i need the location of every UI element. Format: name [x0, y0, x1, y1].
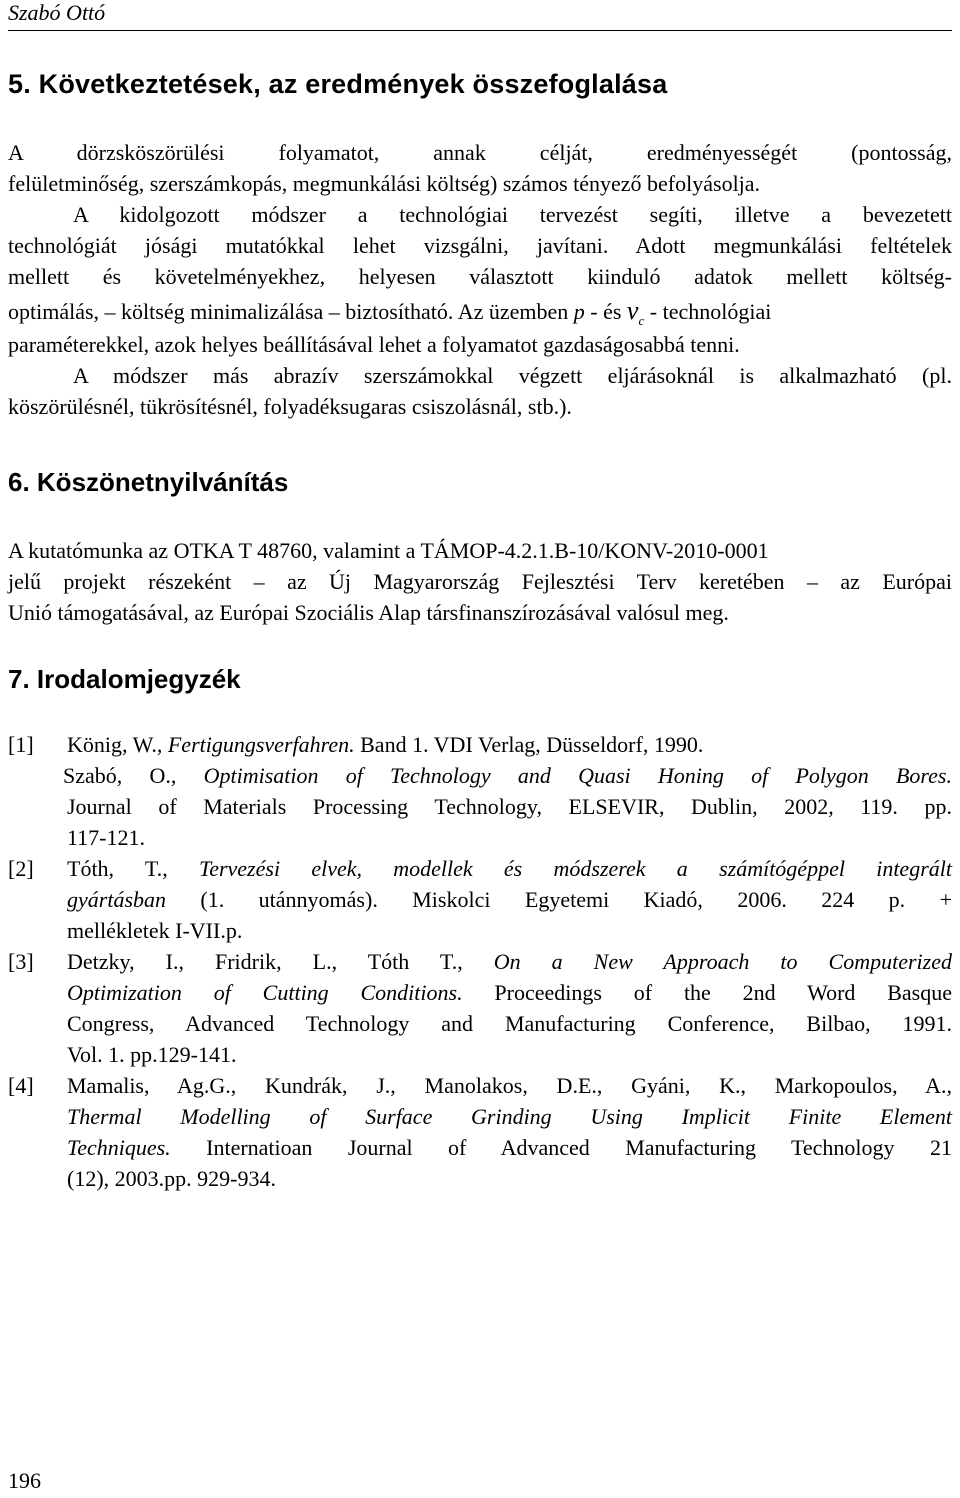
text-line — [67, 853, 952, 884]
text-line: paraméterekkel, azok helyes beállításával lehet a folyamatot gazdaságosabbá tenni. — [8, 332, 740, 357]
text-line: 117-121. — [67, 825, 146, 850]
text-line: mellékletek I-VII.p. — [67, 918, 243, 943]
text-line: Mamalis, Ag.G., Kundrák, J., Manolakos, D.E., Gyáni, K., Markopoulos, A., — [67, 1073, 952, 1098]
text-line: (12), 2003.pp. 929-934. — [67, 1166, 276, 1191]
reference-number: [4] — [8, 1073, 34, 1098]
text-line: jelű projekt részeként – az Új Magyarország Fejlesztési Terv keretében – az Európai — [8, 569, 952, 594]
text-span: König, W., — [67, 732, 168, 757]
text-line-with-formula — [8, 292, 952, 329]
page-number: 196 — [8, 1468, 41, 1493]
text-line — [63, 760, 952, 791]
text-line: A kidolgozott módszer a technológiai tervezést segíti, illetve a bevezetett — [73, 202, 952, 227]
text-span: optimálás, – költség minimalizálása – biztosítható. Az üzemben — [8, 299, 569, 324]
section-7-title: 7. Irodalomjegyzék — [8, 664, 241, 694]
text-line: mellett és követelményekhez, helyesen választott kiinduló adatok mellett költség- — [8, 264, 952, 289]
text-line — [67, 946, 952, 977]
text-line: A dörzsköszörülési folyamatot, annak célját, eredményességét (pontosság, — [8, 140, 952, 165]
reference-number: [2] — [8, 856, 34, 881]
text-span: - és — [590, 299, 622, 324]
text-line: köszörülésnél, tükrösítésnél, folyadéksugaras csiszolásnál, stb.). — [8, 394, 572, 419]
text-line — [67, 884, 952, 915]
text-line: Vol. 1. pp.129-141. — [67, 1042, 237, 1067]
running-header — [8, 0, 952, 31]
text-span: Tóth, T., — [67, 856, 199, 881]
text-line: A módszer más abrazív szerszámokkal végzett eljárásoknál is alkalmazható (pl. — [73, 363, 952, 388]
reference-item — [8, 946, 952, 1070]
text-line — [67, 1132, 952, 1163]
reference-item — [8, 729, 952, 853]
reference-number: [1] — [8, 732, 34, 757]
section-5-body — [8, 137, 952, 422]
section-5-title: 5. Következtetések, az eredmények összefoglalása — [8, 69, 668, 99]
text-line: A kutatómunka az OTKA T 48760, valamint a TÁMOP-4.2.1.B-10/KONV-2010-0001 — [8, 538, 769, 563]
reference-list — [8, 729, 952, 1194]
text-span-italic: On a New Approach to Computerized — [493, 949, 952, 974]
text-line-italic: Thermal Modelling of Surface Grinding Using Implicit Finite Element — [67, 1104, 952, 1129]
text-span: Band 1. VDI Verlag, Düsseldorf, 1990. — [354, 732, 704, 757]
text-span: Detzky, I., Fridrik, L., Tóth T., — [67, 949, 494, 974]
section-6-title: 6. Köszönetnyilvánítás — [8, 467, 289, 497]
text-span: - technológiai — [649, 299, 772, 324]
text-line — [67, 729, 952, 760]
symbol-v: v — [626, 296, 639, 325]
text-span-italic: gyártásban — [67, 887, 166, 912]
section-6-body — [8, 535, 952, 628]
text-span-italic: Tervezési elvek, modellek és módszerek a számítógéppel integrált — [198, 856, 952, 881]
text-span-italic: Optimisation of Technology and Quasi Honing of Polygon Bores. — [203, 763, 952, 788]
text-span: Proceedings of the 2nd Word Basque — [462, 980, 953, 1005]
symbol-subscript-c: c — [638, 313, 645, 328]
text-span-italic: Techniques. — [67, 1135, 171, 1160]
text-span: Szabó, O., — [63, 763, 204, 788]
text-line — [67, 977, 952, 1008]
symbol-p: p — [573, 299, 585, 324]
text-line: felületminőség, szerszámkopás, megmunkálási költség) számos tényező befolyásolja. — [8, 171, 761, 196]
text-line: technológiát jósági mutatókkal lehet vizsgálni, javítani. Adott megmunkálási feltételek — [8, 233, 952, 258]
text-line: Journal of Materials Processing Technology, ELSEVIR, Dublin, 2002, 119. pp. — [67, 794, 952, 819]
reference-item — [8, 1070, 952, 1194]
text-span: (1. utánnyomás). Miskolci Egyetemi Kiadó, 2006. 224 p. + — [166, 887, 952, 912]
text-span-italic: Optimization of Cutting Conditions. — [67, 980, 463, 1005]
running-head-author: Szabó Ottó — [8, 0, 106, 25]
text-span: Internatioan Journal of Advanced Manufacturing Technology 21 — [170, 1135, 952, 1160]
text-line: Congress, Advanced Technology and Manufacturing Conference, Bilbao, 1991. — [67, 1011, 952, 1036]
reference-item — [8, 853, 952, 946]
reference-number: [3] — [8, 949, 34, 974]
text-span-italic: Fertigungsverfahren. — [167, 732, 355, 757]
text-line: Unió támogatásával, az Európai Szociális Alap társfinanszírozásával valósul meg. — [8, 600, 729, 625]
